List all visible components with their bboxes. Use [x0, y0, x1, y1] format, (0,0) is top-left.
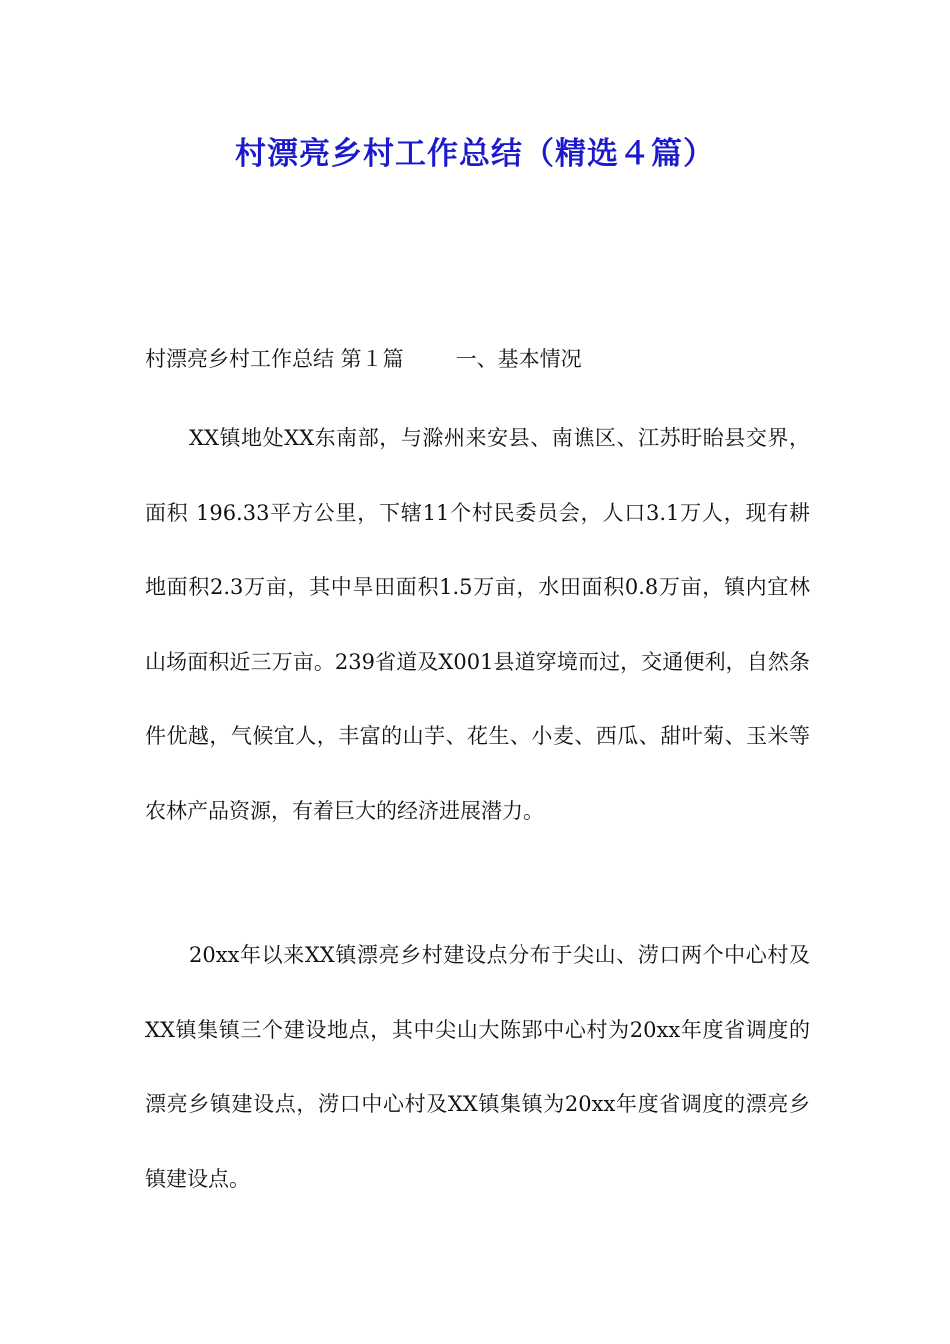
document-title: 村漂亮乡村工作总结（精选４篇）	[235, 136, 715, 172]
section-heading: 一、基本情况	[455, 347, 582, 371]
paragraph-construction-points: 20xx年以来XX镇漂亮乡村建设点分布于尖山、涝口两个中心村及XX镇集镇三个建设地点，其中尖山大陈郢中心村为20xx年度省调度的漂亮乡镇建设点，涝口中心村及XX镇集镇为20xx年度省调度的漂亮乡镇建设点。	[145, 943, 810, 1191]
section-label: 村漂亮乡村工作总结 第１篇	[145, 347, 404, 371]
section-header-line	[145, 344, 805, 374]
paragraph-basic-info: XX镇地处XX东南部，与滁州来安县、南谯区、江苏盱眙县交界，面积 196.33平方公里，下辖11个村民委员会，人口3.1万人，现有耕地面积2.3万亩，其中旱田面积1.5万亩，水田面积0.8万亩，镇内宜林山场面积近三万亩。239省道及X001县道穿境而过，交通便利，自然条件优越，气候宜人，丰富的山芋、花生、小麦、西瓜、甜叶菊、玉米等农林产品资源，有着巨大的经济进展潜力。	[145, 426, 810, 823]
